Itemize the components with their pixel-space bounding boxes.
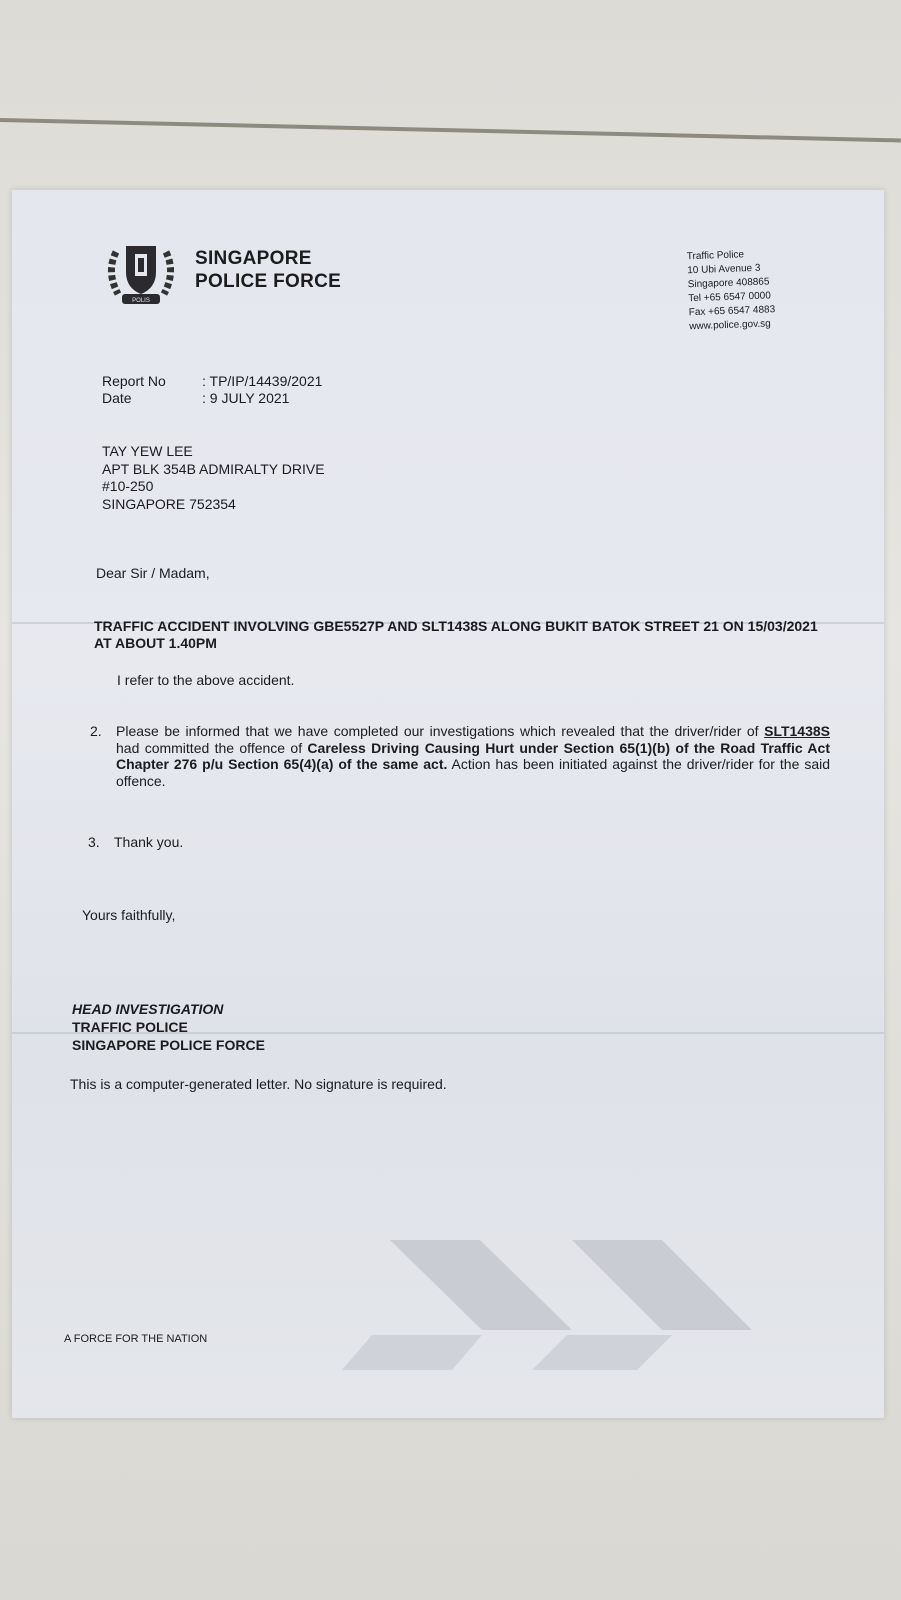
report-no-value: : TP/IP/14439/2021 [202,373,323,389]
crest-text: POLIS [132,298,150,304]
date-value: : 9 JULY 2021 [202,390,290,406]
recipient-address: TAY YEW LEE APT BLK 354B ADMIRALTY DRIVE #10-250 SINGAPORE 752354 [102,443,325,512]
subject-line: TRAFFIC ACCIDENT INVOLVING GBE5527P AND SLT1438S ALONG BUKIT BATOK STREET 21 ON 15/03/2021 AT ABOUT 1.40PM [94,618,818,651]
report-meta [102,373,322,407]
computer-generated-notice: This is a computer-generated letter. No signature is required. [70,1076,447,1092]
police-crest-icon [102,232,180,310]
paragraph-3: 3. Thank you. [88,834,184,850]
report-no-label: Report No [102,373,166,389]
date-label: Date [102,390,132,406]
closing: Yours faithfully, [82,907,176,923]
org-name: SINGAPORE POLICE FORCE [195,248,342,292]
org-address: Traffic Police 10 Ubi Avenue 3 Singapore 408865 Tel +65 6547 0000 Fax +65 6547 4883 www.police.gov.sg [686,249,776,333]
paragraph-1: I refer to the above accident. [117,672,295,688]
floor-tile-joint [0,118,901,142]
footer-tagline: A FORCE FOR THE NATION [64,1333,208,1345]
offence-text: Careless Driving Causing Hurt under Section 65(1)(b) of the Road Traffic Act Chapter 276 p/u Section 65(4)(a) of the same act. [116,739,830,772]
signature-block: HEAD INVESTIGATION TRAFFIC POLICE SINGAPORE POLICE FORCE [72,1001,265,1053]
letter-page [12,190,884,1418]
salutation: Dear Sir / Madam, [96,565,210,581]
chevron-graphic-icon [332,1230,752,1380]
vehicle-number: SLT1438S [764,723,830,739]
paragraph-2: 2. Please be informed that we have completed our investigations which revealed that the driver/rider of SLT1438S had committed the offence of Careless Driving Causing Hurt under Section 65(1)(b) of the Road Traffic Act Chapter 276 p/u Section 65(4)(a) of the same act. Action has been initiated against the driver/rider for the said offence. [90,723,830,789]
